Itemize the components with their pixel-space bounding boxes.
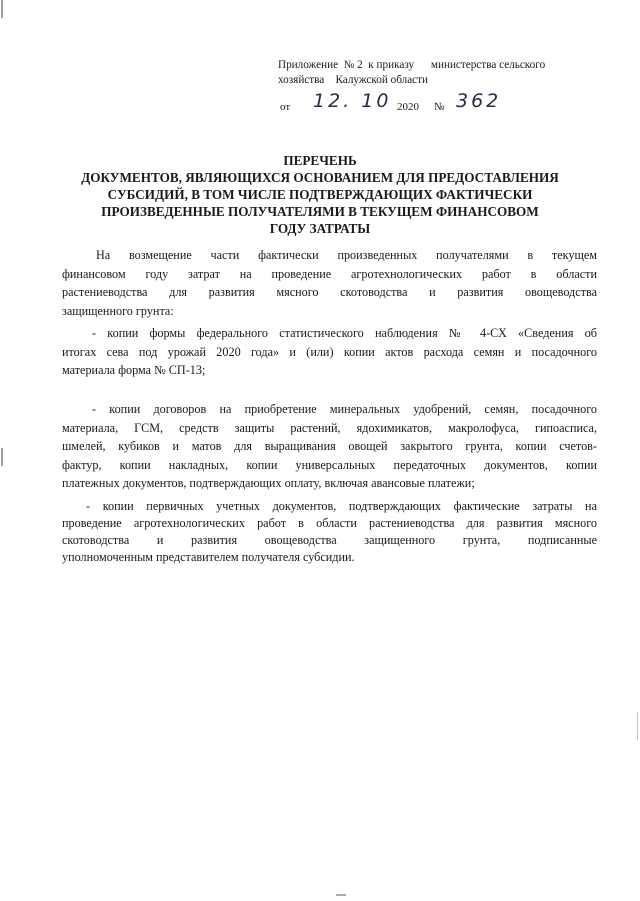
handwritten-date: 12. 10 [313, 90, 392, 112]
intro-paragraph [62, 246, 597, 320]
approval-line: Приложение № 2 к приказу министерства сельского [278, 59, 546, 71]
text-line: материала, ГСМ, средств защиты растений, ядохимикатов, макролофуса, гипоасписа, [62, 420, 597, 435]
title-line: ПЕРЕЧЕНЬ [283, 153, 357, 168]
order-year: 2020 [397, 101, 419, 113]
order-reference [280, 90, 580, 122]
text-line: платежных документов, подтверждающих оплату, включая авансовые платежи; [62, 476, 475, 491]
text-line: скотоводства и развития овощеводства защищенного грунта, подписанные [62, 533, 597, 547]
text-line: уполномоченным представителем получателя субсидии. [62, 550, 355, 564]
text-line: На возмещение части фактически произведенных получателями в текущем [96, 248, 597, 262]
list-item-statistics [62, 324, 597, 380]
list-item-contracts [62, 400, 597, 493]
text-line: защищенного грунта: [62, 303, 174, 318]
text-line: - копии договоров на приобретение минеральных удобрений, семян, посадочного [92, 402, 597, 416]
order-prefix: от [280, 101, 291, 113]
document-title [60, 152, 580, 237]
text-line: проведение агротехнологических работ в области растениеводства для развития мясного [62, 516, 597, 530]
approval-line: хозяйства Калужской области [278, 74, 428, 86]
title-line: ПРОИЗВЕДЕННЫЕ ПОЛУЧАТЕЛЯМИ В ТЕКУЩЕМ ФИНАНСОВОМ [101, 204, 539, 219]
text-line: материала форма № СП-13; [62, 363, 206, 378]
title-line: ДОКУМЕНТОВ, ЯВЛЯЮЩИХСЯ ОСНОВАНИЕМ ДЛЯ ПРЕДОСТАВЛЕНИЯ [81, 170, 559, 185]
scan-artifact-top [306, 0, 338, 4]
title-line: ГОДУ ЗАТРАТЫ [269, 221, 371, 236]
text-line: финансовом году затрат на проведение агротехнологических работ в области [62, 266, 597, 281]
text-line: - копии первичных учетных документов, подтверждающих фактические затраты на [86, 499, 597, 513]
title-line: СУБСИДИЙ, В ТОМ ЧИСЛЕ ПОДТВЕРЖДАЮЩИХ ФАКТИЧЕСКИ [107, 187, 533, 202]
number-sign: № [434, 101, 445, 113]
list-item-primary-documents [62, 498, 597, 566]
scan-artifact-left-middle [1, 448, 3, 466]
text-line: итогах сева под урожай 2020 года» и (или) копии актов расхода семян и посадочного [62, 344, 597, 359]
scan-artifact-left-top [1, 0, 3, 18]
scan-artifact-right [637, 712, 638, 740]
handwritten-number: 362 [456, 90, 502, 112]
approval-block [278, 58, 578, 88]
text-line: - копии формы федерального статистического наблюдения № 4-СХ «Сведения об [92, 326, 597, 340]
text-line: фактур, копии накладных, копии универсальных передаточных документов, копии [62, 457, 597, 472]
text-line: шмелей, кубиков и матов для выращивания овощей закрытого грунта, копии счетов- [62, 439, 597, 454]
scan-artifact-bottom [336, 894, 346, 896]
text-line: растениеводства для развития мясного скотоводства и развития овощеводства [62, 285, 597, 300]
